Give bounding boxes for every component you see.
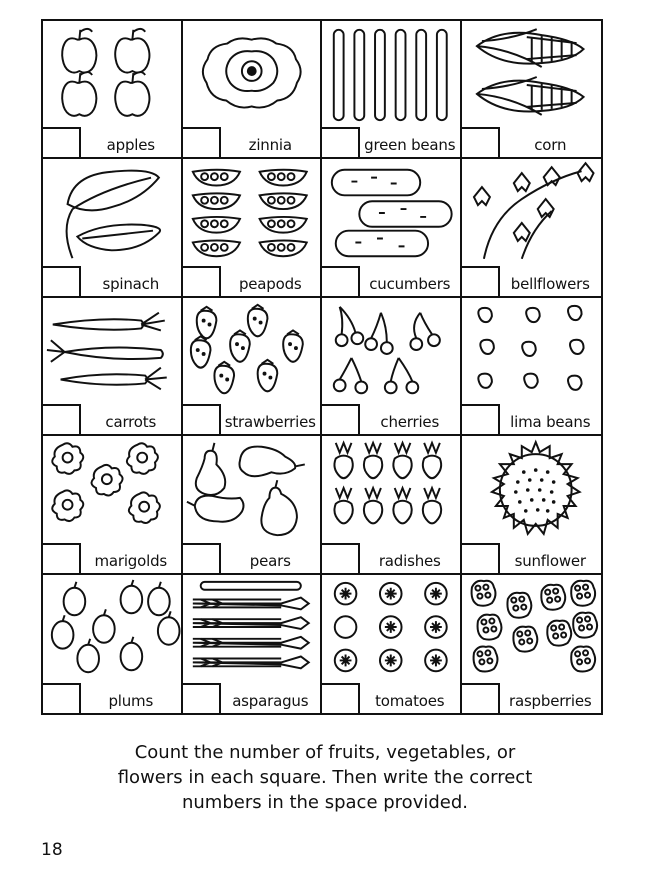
- cell-peapods: [183, 159, 323, 297]
- cell-label: green beans: [364, 136, 456, 155]
- cell-label: plums: [108, 691, 154, 710]
- cell-label: pears: [249, 551, 291, 570]
- strawberries-icon: [183, 298, 321, 406]
- plums-icon: [43, 575, 181, 683]
- cell-cucumbers: [322, 159, 462, 297]
- spinach-icon: [43, 159, 181, 267]
- peapods-icon: [183, 159, 321, 267]
- counting-grid: [41, 19, 603, 715]
- answer-box[interactable]: [322, 543, 360, 573]
- answer-box[interactable]: [43, 127, 81, 157]
- cell-carrots: [43, 298, 183, 436]
- instructions-line-2: flowers in each square. Then write the correct: [117, 767, 533, 788]
- cell-label: spinach: [102, 274, 160, 293]
- cell-radishes: [322, 436, 462, 574]
- cell-cherries: [322, 298, 462, 436]
- answer-box[interactable]: [183, 683, 221, 713]
- cell-zinnia: [183, 21, 323, 159]
- answer-box[interactable]: [183, 266, 221, 296]
- cell-label: cherries: [380, 413, 440, 432]
- cell-label: radishes: [378, 551, 441, 570]
- page-number: 18: [41, 840, 63, 860]
- raspberries-icon: [462, 575, 602, 683]
- lima-beans-icon: [462, 298, 602, 406]
- answer-box[interactable]: [462, 266, 500, 296]
- cell-corn: [462, 21, 602, 159]
- cell-label: marigolds: [94, 551, 168, 570]
- sunflower-icon: [462, 436, 602, 544]
- cell-label: sunflower: [514, 551, 586, 570]
- cell-label: carrots: [105, 413, 157, 432]
- cell-tomatoes: [322, 575, 462, 713]
- cell-raspberries: [462, 575, 602, 713]
- answer-box[interactable]: [43, 266, 81, 296]
- cell-green-beans: [322, 21, 462, 159]
- answer-box[interactable]: [322, 683, 360, 713]
- cell-label: bellflowers: [510, 274, 590, 293]
- cucumbers-icon: [322, 159, 460, 267]
- tomatoes-icon: [322, 575, 460, 683]
- cell-strawberries: [183, 298, 323, 436]
- answer-box[interactable]: [43, 543, 81, 573]
- answer-box[interactable]: [462, 404, 500, 434]
- cell-lima-beans: [462, 298, 602, 436]
- radishes-icon: [322, 436, 460, 544]
- cell-pears: [183, 436, 323, 574]
- asparagus-icon: [183, 575, 321, 683]
- cell-label: zinnia: [248, 136, 292, 155]
- answer-box[interactable]: [43, 683, 81, 713]
- cell-sunflower: [462, 436, 602, 574]
- cell-label: corn: [534, 136, 567, 155]
- cell-spinach: [43, 159, 183, 297]
- answer-box[interactable]: [322, 127, 360, 157]
- carrots-icon: [43, 298, 181, 406]
- cell-bellflowers: [462, 159, 602, 297]
- cell-apples: [43, 21, 183, 159]
- cell-asparagus: [183, 575, 323, 713]
- cell-label: apples: [106, 136, 155, 155]
- cell-marigolds: [43, 436, 183, 574]
- cell-label: lima beans: [510, 413, 591, 432]
- apples-icon: [43, 21, 181, 129]
- cell-label: tomatoes: [375, 691, 445, 710]
- cherries-icon: [322, 298, 460, 406]
- answer-box[interactable]: [183, 127, 221, 157]
- green-beans-icon: [322, 21, 460, 129]
- corn-icon: [462, 21, 602, 129]
- instructions-line-1: Count the number of fruits, vegetables, or: [134, 742, 516, 763]
- answer-box[interactable]: [462, 127, 500, 157]
- zinnia-icon: [183, 21, 321, 129]
- cell-label: asparagus: [232, 691, 309, 710]
- bellflowers-icon: [462, 159, 602, 267]
- answer-box[interactable]: [322, 404, 360, 434]
- answer-box[interactable]: [322, 266, 360, 296]
- answer-box[interactable]: [43, 404, 81, 434]
- cell-label: cucumbers: [369, 274, 451, 293]
- pears-icon: [183, 436, 321, 544]
- marigolds-icon: [43, 436, 181, 544]
- answer-box[interactable]: [183, 543, 221, 573]
- answer-box[interactable]: [462, 543, 500, 573]
- answer-box[interactable]: [183, 404, 221, 434]
- instructions: [0, 740, 650, 815]
- cell-label: raspberries: [508, 691, 592, 710]
- answer-box[interactable]: [462, 683, 500, 713]
- cell-label: peapods: [238, 274, 302, 293]
- cell-label: strawberries: [224, 413, 316, 432]
- instructions-line-3: numbers in the space provided.: [181, 792, 468, 813]
- cell-plums: [43, 575, 183, 713]
